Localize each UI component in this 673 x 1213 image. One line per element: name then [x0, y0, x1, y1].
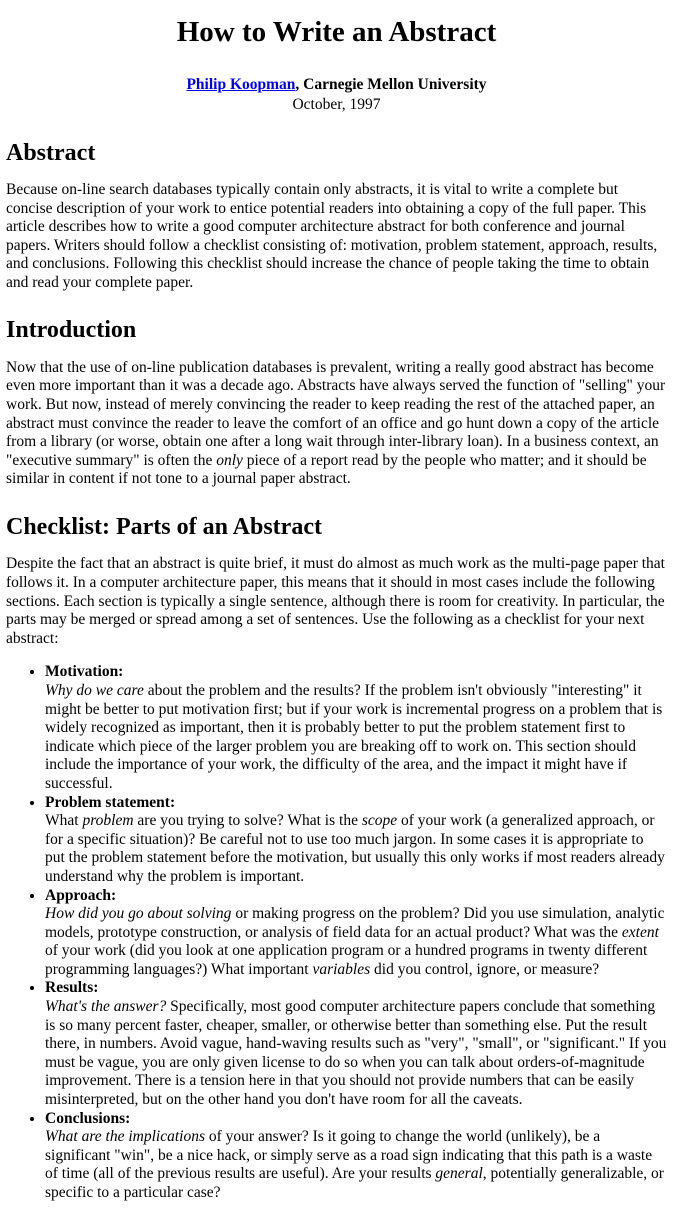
author-affiliation: , Carnegie Mellon University — [295, 76, 487, 94]
checklist-item-label: Conclusions: — [45, 1109, 131, 1127]
checklist-item-label: Motivation: — [45, 663, 124, 681]
checklist-item-label: Results: — [45, 979, 99, 997]
checklist-list — [6, 663, 667, 1202]
abstract-paragraph: Because on-line search databases typically contain only abstracts, it is vital to write a complete but concise description of your work to entice potential readers into obtaining a copy of the full paper. This article describes how to write a good computer architecture abstract for both conference and journal papers. Writers should follow a checklist consisting of: motivation, problem statement, approach, results, and conclusions. Following this checklist should increase the chance of people taking the time to obtain and read your complete paper. — [6, 180, 658, 291]
checklist-item-body: What's the answer? Specifically, most good computer architecture papers conclude that something is so many percent faster, cheaper, smaller, or otherwise better than something else. Put the result there, in numbers. Avoid vague, hand-waving results such as "very", "small", or "significant." If you must be vague, you are only given license to do so when you can talk about orders-of-magnitude improvement. There is a tension here in that you should not provide numbers that can be easily misinterpreted, but on the other hand you don't have room for all the caveats. — [45, 998, 667, 1109]
checklist-item-body: How did you go about solving or making progress on the problem? Did you use simulation, analytic models, prototype construction, or analysis of field data for an actual product? What was the extent of your work (did you look at one application program or a hundred programs in twenty different programming languages?) What important variables did you control, ignore, or measure? — [45, 905, 665, 978]
checklist-item-body: Why do we care about the problem and the results? If the problem isn't obviously "interesting" it might be better to put motivation first; but if your work is incremental progress on a problem that is widely recognized as important, then it is probably better to put the problem statement first to indicate which piece of the larger problem you are breaking off to work on. This section should include the importance of your work, the difficulty of the area, and the impact it might have if successful. — [45, 681, 663, 792]
byline — [6, 76, 667, 95]
section-heading-introduction: Introduction — [6, 317, 137, 344]
checklist-item-body: What are the implications of your answer? Is it going to change the world (unlikely), be a significant "win", be a nice hack, or simply serve as a road sign indicating that this path is a waste of time (all of the previous results are useful). Are your results general, potentially generalizable, or specific to a particular case? — [45, 1128, 664, 1202]
checklist-item-results — [45, 979, 667, 1109]
checklist-item-conclusions — [45, 1110, 667, 1203]
page-title: How to Write an Abstract — [176, 16, 497, 48]
checklist-item-body: What problem are you trying to solve? What is the scope of your work (a generalized approach, or for a specific situation)? Be careful not to use too much jargon. In some cases it is appropriate to put the problem statement before the motivation, but usually this only works if most readers already understand why the problem is important. — [45, 812, 665, 885]
checklist-item-label: Approach: — [45, 886, 117, 904]
checklist-item-problem-statement — [45, 794, 667, 887]
checklist-intro-paragraph: Despite the fact that an abstract is quite brief, it must do almost as much work as the multi-page paper that follows it. In a computer architecture paper, this means that it should in most cases include the following sections. Each section is typically a single sentence, although there is room for creativity. In particular, the parts may be merged or spread among a set of sentences. Use the following as a checklist for your next abstract: — [6, 555, 665, 647]
date-line: October, 1997 — [292, 95, 381, 113]
checklist-item-label: Problem statement: — [45, 793, 176, 811]
author-link[interactable]: Philip Koopman — [186, 76, 296, 94]
checklist-item-motivation — [45, 663, 667, 793]
introduction-paragraph: Now that the use of on-line publication databases is prevalent, writing a really good abstract has become even more important than it was a decade ago. Abstracts have always served the function of "selling" your work. But now, instead of merely convincing the reader to keep reading the rest of the attached paper, an abstract must convince the reader to leave the comfort of an office and go hunt down a copy of the article from a library (or worse, obtain one after a long wait through inter-library loan). In a business context, an "executive summary" is often the only piece of a report read by the people who matter; and it should be similar in content if not tone to a journal paper abstract. — [6, 358, 666, 488]
checklist-item-approach — [45, 887, 667, 980]
section-heading-checklist: Checklist: Parts of an Abstract — [6, 514, 322, 541]
section-heading-abstract: Abstract — [6, 139, 96, 166]
